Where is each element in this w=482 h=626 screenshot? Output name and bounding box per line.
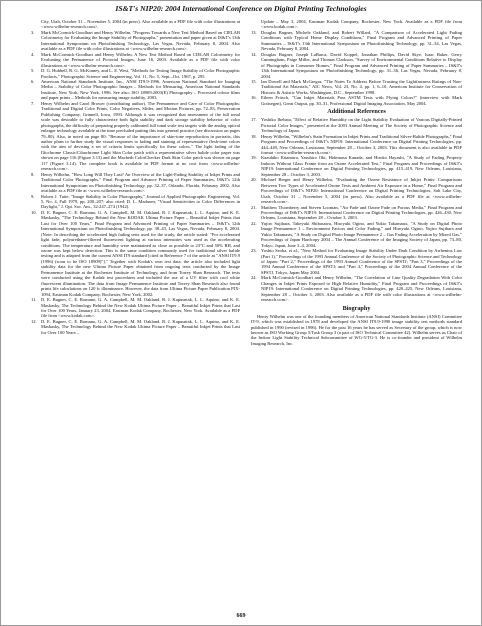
reference-number: 14. bbox=[251, 51, 257, 57]
reference-text: Eileen Fritsch, "Can Inkjet Materials Pass ASTM Tests with Flying Colors?" (interview with Mark Gottsegen), Great Output, pp. 30–31, Professional Digital Imaging Association, May 2004. bbox=[261, 95, 462, 106]
reference-text: Douglas Bugner, Joseph LaBarca, David Koppel, Jonathan Phillips, David Skye, Isaac Baker, Gerry Cunningham, Paige Miller, and Thomas Clarkson, "Survey of Environmental Conditions Relative to Display of Photographs in Consumer Homes," Final Program and Advanced Printing of Paper Summaries – IS&T's 13th International Symposium on Photofinishing Technology, pp. 31–36, Las Vegas, Nevada, February 8, 2004. bbox=[261, 51, 462, 79]
page-number: 669 bbox=[236, 613, 246, 619]
reference-item bbox=[31, 30, 240, 52]
reference-item bbox=[31, 52, 240, 68]
reference-text: Mark McCormick-Goodhart and Henry Wilhelm, "Progress Towards a New Test Method Based on CIELAB Colorimetry for Evaluating the Image Stability of Photographs," presentation and paper given at IS&T's 13th International Symposium on Photofinishing Technology, Las Vegas, Nevada, February 8, 2004. Also available as a PDF file with color illustrations at <www.wilhelm-research.com>. bbox=[41, 29, 240, 52]
reference-list-left bbox=[31, 19, 240, 335]
reference-item bbox=[251, 52, 462, 79]
reference-text: Yujiro Sujihara, Takeyuki Shibasawa, Hiroyuki Ogino, and Yukio Takamasts, "A Study on Digital Photo Image Permanence 1 – Environment Factors and Color Fading," and Hiroyuki Ogino, Yujiro Sujihara and Yukio Takamasts, "A Study on Digital Photo Image Permanence 2 – Gas Fading Acceleration by Mixed Gas," Proceedings of Japan Hardcopy 2004 – The Annual Conference of the Imaging Society of Japan, pp. 73–80, Tokyo, Japan, June 3–4, 2004. bbox=[261, 220, 462, 248]
reference-number: 21. bbox=[251, 204, 257, 210]
additional-references-heading: Additional References bbox=[327, 108, 386, 116]
reference-number: 9. bbox=[31, 193, 35, 199]
reference-text: Robert J. Tuite, "Image Stability in Color Photography," Journal of Applied Photographic Engineering, Vol. 5, No. 4, Fall 1979, pp. 200–207; also cited: D. L. Madasen, "Visual Sensitivities to Color Differences in Daylight," J. Opt. Soc. Am., 32:247–274 (1942). bbox=[41, 193, 240, 210]
reference-number: 23. bbox=[251, 248, 257, 254]
reference-item bbox=[251, 79, 462, 95]
reference-text: D. G. Hubbell, R. G. McKinney, and L. E. West, "Methods for Testing Image Stability of Color Photographic Products," Photographic Science and Engineering, Vol. 11, No. 5, Sept.–Oct. 1967, p. 295. bbox=[41, 68, 240, 79]
biography-heading: Biography bbox=[342, 304, 371, 312]
reference-text: Henry Wilhelm and Carol Brower (contributing author), The Permanence and Care of Color Photographs: Traditional and Digital Color Prints, Color Negatives, Slides, and Motion Pictures, pp. 72–83, Preservation Publishing Company, Grinnell, Iowa, 1993. Although it was recognized that assessment of the full tonal scale was desirable to fully characterize both light stability and dark storage stability behavior of color photographs, the difficulty of preparing properly calibrated full tonal scale test targets with the analog optical enlarger technology available at the time precluded putting this into general practice (see discussion on pages 79–80). Also, in noted on page 80: "Because of the importance of skin-tone reproduction in portraits, this author plans to further study the visual responses to fading and staining of representative flesh-tone colors with the aim of devising a set of criteria limits specifically for these colors." The light fading of the Ilfochrome Classic/Cibachrome Light Skin Color patch with a representative silver halide color paper was shown on page 116 (Figure 3.13) and the Macbeth ColorChecker Dark Skin Color patch was shown on page 117 (Figure 3.14). The complete book is available in PDF format at no cost from <www.wilhelm-research.com>. bbox=[41, 100, 240, 172]
reference-number: 20. bbox=[251, 177, 257, 183]
reference-item bbox=[251, 221, 462, 248]
reference-text: American National Standards Institute, Inc., ANSI IT9.9-1996, American National Standard for Imaging Media – Stability of Color Photographic Images – Methods for Measuring, American National Standards Institute, New York, New York, 1996. See also: ISO 18909:2003(E) Photography – Processed colour films and paper prints – Methods for measuring image stability, 2003. bbox=[41, 78, 240, 101]
reference-number: 19. bbox=[251, 155, 257, 161]
reference-number: 16. bbox=[251, 95, 257, 101]
reference-text: D. E. Bugner, C. E. Romano, G. A. Campbell, M. M. Oakland, R. J. Kapusniak, L. L. Aquino, and K. E. Maskasky, The Technology Behind the New Kodak Ultima Picture Paper – Beautiful Inkjet Prints that Last for Over 100 Years – bbox=[41, 318, 240, 335]
reference-text: Douglas Bugner, Michele Oakland, and Robert Willard, "A Comparison of Accelerated Light Fading Conditions with Typical Home Display Conditions," Final Program and Advanced Printing of Paper Summaries – IS&T's 13th International Symposium on Photofinishing Technology, pp. 31–34, Las Vegas, Nevada, February 8, 2004. bbox=[261, 29, 462, 52]
reference-list-right bbox=[251, 19, 462, 106]
reference-item bbox=[251, 95, 462, 106]
reference-number: 10. bbox=[31, 209, 37, 215]
reference-text: Yoshio Seoka, et al., "New Method for Evaluating Image Stability Under Dark Condition by Arrhenius Law (Part 1)," Proceedings of the 1993 Annual Conference of the Society of Photographic Science and Technology of Japan: "Part 2," Proceedings of the 1993 Annual Conference of the SPSTJ; "Part 3," Proceedings of the 1994 Annual Conference of the SPSTJ; and "Part 4," Proceedings of the 2004 Annual Conference of the SPSTJ, Tokyo, Japan May 2004. bbox=[261, 248, 462, 275]
reference-number: 11. bbox=[31, 297, 37, 303]
reference-number: 22. bbox=[251, 220, 257, 226]
right-column bbox=[251, 19, 462, 346]
reference-item bbox=[31, 210, 240, 297]
reference-text: Ian Dowell and Mark McGregor, "The Notes To Address Before Trusting the Lightfastness Ratings of Non-Traditional Art Materials," AIC News, Vol. 23, No. 4, pp. 1, 6–10, American Institute for Conservation of Historic & Artistic Works, Washington, D.C., September 1998. bbox=[261, 78, 462, 95]
reference-item bbox=[31, 172, 240, 194]
running-head: IS&T's NIP20: 2004 International Conference on Digital Printing Technologies bbox=[115, 4, 367, 13]
reference-item bbox=[31, 297, 240, 319]
reference-number: 6. bbox=[31, 78, 35, 84]
reference-number: 12. bbox=[31, 318, 37, 324]
reference-text: D. E. Bugner, C. E. Romano, G. A. Campbell, M. M. Oakland, R. J. Kapusniak, L. L. Aquino, and K. E. Maskasky, "The Technology Behind the New KODAK Ultima Picture Paper – Beautiful Inkjet Prints that Last for Over 100 Years," Final Program and Advanced Printing of Paper Summaries – IS&T's 12th International Symposium on Photofinishing Technology, pp. 38–43, Las Vegas, Nevada, February 8, 2004. (Note: In describing the accelerated high fading tests used for the study, the article stated: "For accelerated light fade, polyurethane-filtered fluorescent lighting at various intensities was used as the accelerating conditions. The temperature and humidity were maintained as close as possible to 23°C and 50% RH, and ozone was kept below detection. This is the same condition commonly used for traditional silver halide testing and is adapted from the current ANSI IT9 standard [cited in Reference 7 of the article as "ANSI IT9.9 (1996) (soon to be ISO 18909)"]." Together with Kodak's own test data, the article also included light stability data for the new Ultima Picture Paper obtained from ongoing tests conducted by the Image Permanence Institute at the Rochester Institute of Technology, and from Torrey Shan Research. The tests were conducted using the Kodak test procedures and included the use of a UV filter with cool white fluorescent illumination. The data from Image Permanence Institute and Torrey Shan Research also found prints life calculations on 120 fc illuminance. However, the data from Ultima Picture Paper Publication PIX-1094, Eastman Kodak Company, Rochester, New York, 2002. bbox=[41, 209, 240, 297]
reference-item bbox=[31, 79, 240, 101]
reference-item bbox=[251, 275, 462, 302]
reference-item bbox=[251, 177, 462, 204]
reference-item bbox=[31, 319, 240, 335]
reference-text: Yoshiko Ibebata, "Effect of Relative Humidity on the Light Stability Evaluation of Various Digitally-Printed Pictorial Color Images," presented at the 2003 Annual Meeting of The Society of Photographic Science and Technology of Japan. bbox=[261, 117, 462, 134]
reference-text: City, Utah, October 31 – November 5, 2004 (in press). Also available as a PDF file with color illustrations at <www.wilhelm-research.com>. bbox=[41, 19, 240, 30]
reference-text: Henry Wilhelm, "How Long Will They Last? An Overview of the Light-Fading Stability of Inkjet Prints and Traditional Color Photographs," Final Program and Advance Printing of Paper Summaries, IS&T's 12th International Symposium on Photofinishing Technology, pp. 32–37, Orlando, Florida, February 2002. Also available as a PDF file at <www.wilhelm-research.com>. bbox=[41, 171, 240, 194]
reference-item bbox=[251, 134, 462, 156]
reference-text: Matthew Thornberry and Steven Looman, "Air Fade and Ozone Fade on Porous Media," Final Program and Proceedings of IS&T's NIP19: International Conference on Digital Printing Technologies, pp. 426–430, New Orleans, Louisiana, September 28 – October 3, 2003. bbox=[261, 204, 462, 221]
reference-item bbox=[251, 117, 462, 133]
reference-number: 13. bbox=[251, 29, 257, 35]
additional-reference-list bbox=[251, 117, 462, 302]
reference-text: Michael Berger and Henry Wilhelm, "Evaluating the Ozone Resistance of Inkjet Prints: Comparisons Between Two Types of Accelerated Ozone Tests and Ambient Air Exposure in a Home," Final Program and Proceedings of IS&T's NIP20: International Conference on Digital Printing Technologies, Salt Lake City, Utah, October 31 – November 5, 2004 (in press). Also available as a PDF file at <www.wilhelm-research.com>. bbox=[261, 177, 462, 205]
reference-item bbox=[251, 248, 462, 275]
reference-number: 18. bbox=[251, 133, 257, 139]
reference-text: Update – May 3, 2004, Eastman Kodak Company, Rochester, New York. Available as a PDF file from <www.kodak.com>. bbox=[261, 19, 462, 30]
reference-text: Mark McCormick-Goodhart and Henry Wilhelm, "The Correlation of Line Quality Degradation With Color Changes in Inkjet Prints Exposed to High Relative Humidity," Final Program and Proceedings of IS&T's NIP19: International Conference on Digital Printing Technologies, pp. 420–425, New Orleans, Louisiana, September 28 – October 3, 2003. Also available as a PDF file with color illustrations at <www.wilhelm-research.com>. bbox=[261, 275, 462, 303]
reference-item bbox=[251, 30, 462, 52]
reference-number: 7. bbox=[31, 100, 35, 106]
reference-text: Henry Wilhelm, "Wilhelm's Stain Formation in Inkjet Prints and Traditional Silver-Halide Photographs," Final Program and Proceedings of IS&T's NIP19: International Conference on Digital Printing Technologies, pp. 444–449, New Orleans, Louisiana, September 28 – October 3, 2003. This document is also available in PDF format <www.wilhelm-research.com>. bbox=[261, 133, 463, 155]
reference-item bbox=[31, 19, 240, 30]
biography-text: Henry Wilhelm was one of the founding members of American National Standards Institute (ANSI) Committee IT-9, which was established in 1978 and developed the ANSI IT9.9-1990 image stability test methods standard published in 1990 (revised in 1996). He for the past 16 years he has served as Secretary of the group, which is now known as ISO Working Group 5/Task Group 3 (a part of ISO Technical Committee 42). Wilhelm serves as Chair of the Indoor Light Stability Technical Subcommittee of WG-5/TG-3. He is co-founder and president of Wilhelm Imaging Research, Inc. bbox=[251, 313, 462, 346]
reference-item bbox=[31, 101, 240, 172]
reference-item bbox=[251, 19, 462, 30]
reference-text: D. E. Bugner, C. E. Romano, G. A. Campbell, M. M. Oakland, R. J. Kapusniak, L. L. Aquino, and K. E. Maskasky, The Technology Behind the New Kodak Ultima Picture Paper – Beautiful Inkjet Prints that Last for Over 100 Years, January 23, 2004, Eastman Kodak Company, Rochester, New York. Available as a PDF file from <www.kodak.com>. bbox=[41, 297, 240, 319]
reference-number: 4. bbox=[31, 51, 35, 57]
reference-item bbox=[31, 194, 240, 210]
reference-number: 8. bbox=[31, 171, 35, 177]
reference-number: 17. bbox=[251, 117, 257, 123]
reference-number: 24. bbox=[251, 275, 257, 281]
reference-item bbox=[251, 155, 462, 177]
reference-number: 15. bbox=[251, 78, 257, 84]
reference-number: 5. bbox=[31, 68, 35, 74]
reference-item bbox=[251, 205, 462, 221]
reference-text: Mark McCormick-Goodhart and Henry Wilhelm, A New Test Method Based on CIELAB Colorimetry for Evaluating the Permanence of Pictorial Images, June 16, 2003. Available as a PDF file with color illustrations at <www.wilhelm-research.com>. bbox=[41, 51, 240, 68]
reference-item bbox=[31, 68, 240, 79]
reference-number: 3. bbox=[31, 29, 35, 35]
reference-text: Kazuhiko Kitamura, Yasuhiro Oki, Hidemasa Kanada, and Hiroko Hayashi, "A Study of Fading Property Indoors Without Glass Frame from an Ozone Accelerated Test," Final Program and Proceedings of IS&T's NIP19: International Conference on Digital Printing Technologies, pp. 415–419, New Orleans, Louisiana, September 28 – October 3, 2003. bbox=[261, 155, 462, 177]
left-column bbox=[31, 19, 240, 335]
